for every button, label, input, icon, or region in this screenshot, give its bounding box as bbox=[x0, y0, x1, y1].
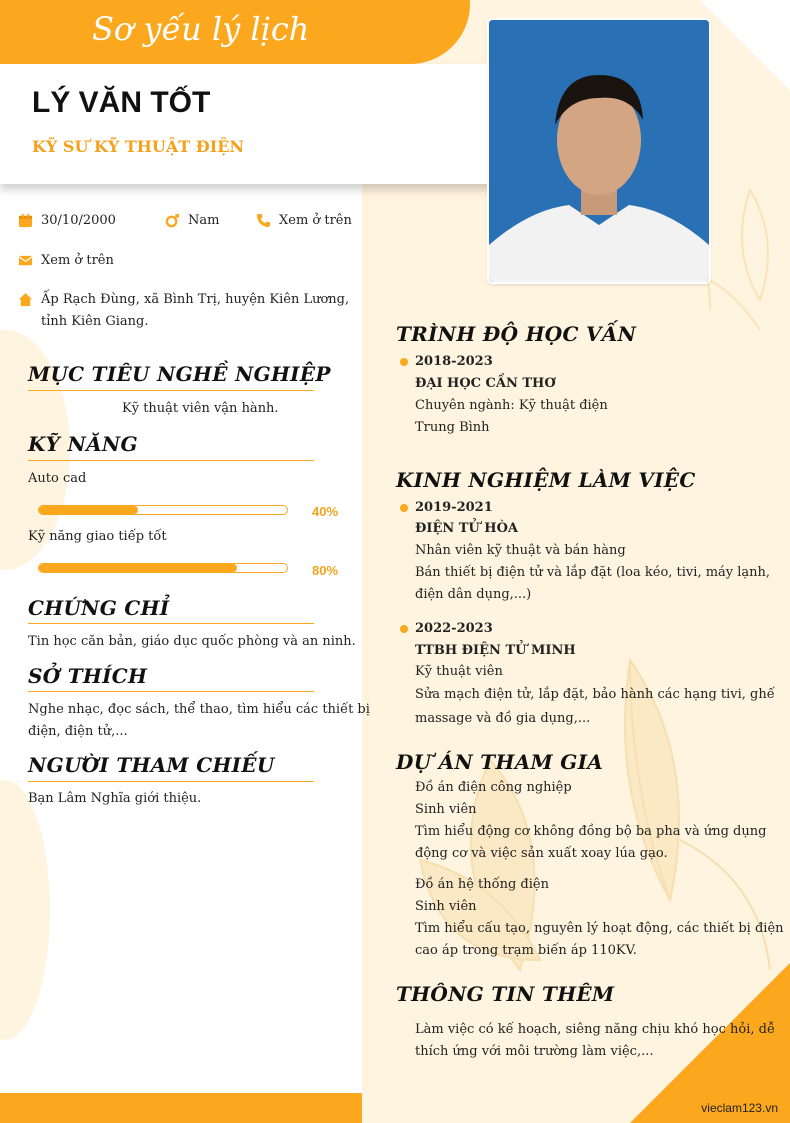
bottom-accent-bar bbox=[0, 1093, 362, 1123]
email-row bbox=[18, 253, 114, 268]
person-silhouette-icon bbox=[489, 20, 709, 282]
phone-value: Xem ở trên bbox=[279, 213, 352, 228]
references-heading: NGƯỜI THAM CHIẾU bbox=[28, 753, 275, 777]
project-role: Sinh viên bbox=[415, 802, 477, 817]
address-line1: Ấp Rạch Đùng, xã Bình Trị, huyện Kiên Lương, bbox=[41, 292, 350, 307]
experience-company: TTBH ĐIỆN TỬ MINH bbox=[415, 643, 576, 658]
experience-period: 2022-2023 bbox=[415, 621, 493, 636]
experience-period: 2019-2021 bbox=[415, 500, 493, 515]
divider bbox=[28, 623, 314, 624]
skill-percent: 80% bbox=[312, 563, 339, 578]
divider bbox=[28, 460, 314, 461]
project-desc: Tìm hiểu cấu tạo, nguyên lý hoạt động, các thiết bị điện bbox=[415, 921, 784, 936]
dob-value: 30/10/2000 bbox=[41, 213, 116, 228]
address-row bbox=[18, 292, 349, 333]
education-heading: TRÌNH ĐỘ HỌC VẤN bbox=[396, 322, 637, 346]
address-line2: tỉnh Kiên Giang. bbox=[41, 314, 149, 329]
mail-icon bbox=[18, 253, 33, 268]
candidate-name: LÝ VĂN TỐT bbox=[32, 86, 211, 119]
objective-text: Kỹ thuật viên vận hành. bbox=[122, 401, 279, 416]
certificates-heading: CHỨNG CHỈ bbox=[28, 596, 170, 620]
gender-icon bbox=[165, 213, 180, 228]
project-desc: Tìm hiểu động cơ không đồng bộ ba pha và ứng dụng bbox=[415, 824, 767, 839]
skills-heading: KỸ NĂNG bbox=[28, 432, 138, 456]
project-role: Sinh viên bbox=[415, 899, 477, 914]
profile-photo bbox=[489, 20, 709, 282]
hobbies-line2: điện, điện tử,... bbox=[28, 724, 128, 739]
skill-name: Kỹ năng giao tiếp tốt bbox=[28, 529, 167, 544]
name-card bbox=[0, 64, 500, 184]
experience-desc: massage và đồ gia dụng,... bbox=[415, 711, 591, 726]
gender-row bbox=[165, 213, 219, 228]
experience-desc: Bán thiết bị điện tử và lắp đặt (loa kéo, tivi, máy lạnh, bbox=[415, 565, 771, 580]
project-name: Đồ án hệ thống điện bbox=[415, 877, 549, 892]
corner-decor bbox=[700, 0, 790, 90]
gender-value: Nam bbox=[188, 213, 220, 228]
footer-brand[interactable]: vieclam123.vn bbox=[701, 1101, 778, 1115]
home-icon bbox=[18, 292, 33, 307]
phone-icon bbox=[256, 213, 271, 228]
experience-desc: Sửa mạch điện tử, lắp đặt, bảo hành các hạng tivi, ghế bbox=[415, 687, 775, 702]
experience-role: Nhân viên kỹ thuật và bán hàng bbox=[415, 543, 626, 558]
skill-progress-fill bbox=[39, 564, 237, 572]
cv-title: Sơ yếu lý lịch bbox=[92, 10, 310, 48]
project-desc: cao áp trong trạm biến áp 110KV. bbox=[415, 943, 637, 958]
projects-heading: DỰ ÁN THAM GIA bbox=[396, 750, 604, 774]
education-period: 2018-2023 bbox=[415, 354, 493, 369]
timeline-dot bbox=[400, 504, 408, 512]
corner-decor bbox=[630, 963, 790, 1123]
job-title: KỸ SƯ KỸ THUẬT ĐIỆN bbox=[32, 137, 245, 156]
hobbies-heading: SỞ THÍCH bbox=[28, 664, 148, 688]
certificates-text: Tin học căn bản, giáo dục quốc phòng và an ninh. bbox=[28, 634, 356, 649]
project-name: Đồ án điện công nghiệp bbox=[415, 780, 572, 795]
education-grade: Trung Bình bbox=[415, 420, 490, 435]
skill-progress-bar bbox=[38, 505, 288, 515]
education-school: ĐẠI HỌC CẦN THƠ bbox=[415, 376, 556, 391]
extra-line1: Làm việc có kế hoạch, siêng năng chịu khó học hỏi, dễ bbox=[415, 1022, 775, 1037]
project-desc: động cơ và việc sản xuất xoay lúa gạo. bbox=[415, 846, 668, 861]
email-value: Xem ở trên bbox=[41, 253, 114, 268]
experience-role: Kỹ thuật viên bbox=[415, 664, 503, 679]
experience-company: ĐIỆN TỬ HÒA bbox=[415, 521, 518, 536]
timeline-dot bbox=[400, 358, 408, 366]
timeline-dot bbox=[400, 625, 408, 633]
skill-percent: 40% bbox=[312, 504, 339, 519]
divider bbox=[28, 691, 314, 692]
education-major: Chuyên ngành: Kỹ thuật điện bbox=[415, 398, 608, 413]
references-text: Bạn Lâm Nghĩa giới thiệu. bbox=[28, 791, 202, 806]
phone-row bbox=[256, 213, 352, 228]
extra-heading: THÔNG TIN THÊM bbox=[396, 982, 615, 1006]
extra-line2: thích ứng với môi trường làm việc,... bbox=[415, 1044, 654, 1059]
calendar-icon bbox=[18, 213, 33, 228]
divider bbox=[28, 390, 314, 391]
skill-progress-bar bbox=[38, 563, 288, 573]
skill-name: Auto cad bbox=[28, 471, 87, 486]
hobbies-line1: Nghe nhạc, đọc sách, thể thao, tìm hiểu các thiết bị bbox=[28, 702, 370, 717]
objective-heading: MỤC TIÊU NGHỀ NGHIỆP bbox=[28, 362, 331, 386]
experience-desc: điện dân dụng,...) bbox=[415, 587, 532, 602]
dob-row bbox=[18, 213, 116, 228]
divider bbox=[28, 781, 314, 782]
skill-progress-fill bbox=[39, 506, 138, 514]
experience-heading: KINH NGHIỆM LÀM VIỆC bbox=[396, 468, 696, 492]
